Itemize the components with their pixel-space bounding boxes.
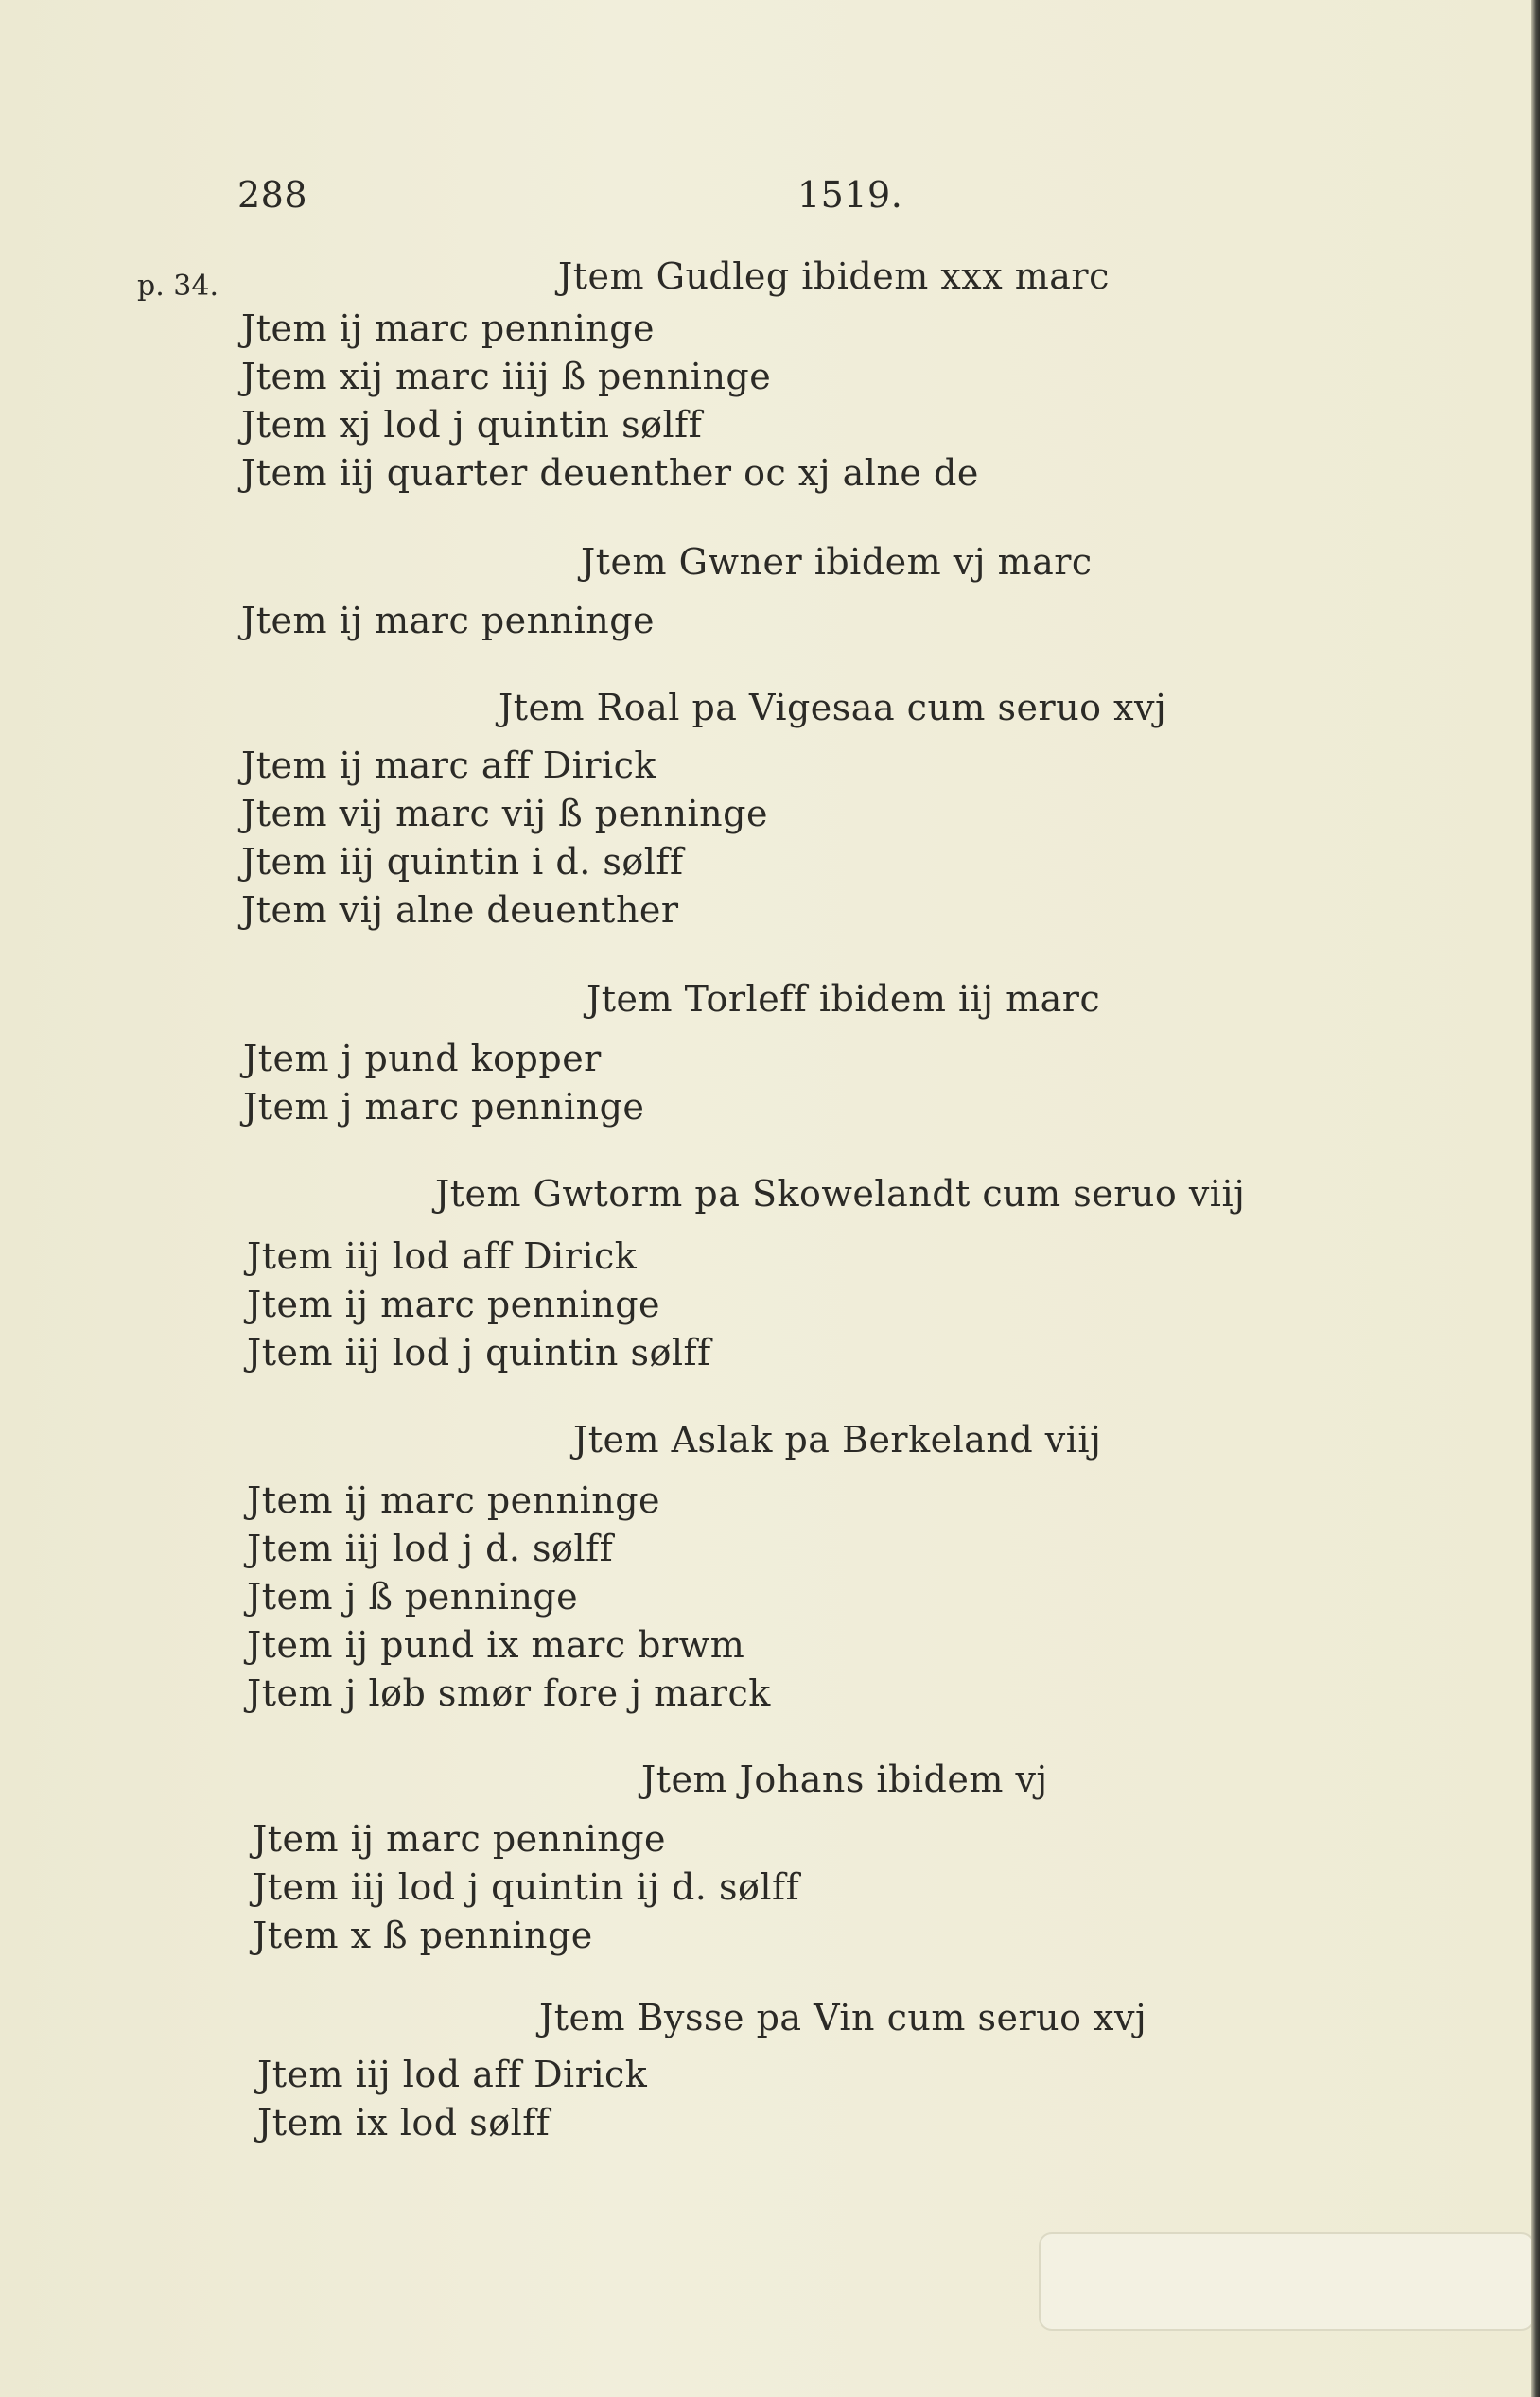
margin-page-reference: p. 34. bbox=[137, 270, 219, 303]
entry-line: Jtem ij marc penninge bbox=[247, 1284, 661, 1325]
entry-line: Jtem ij marc penninge bbox=[241, 307, 656, 349]
entry-line: Jtem iij lod aff Dirick bbox=[247, 1235, 638, 1277]
entry-line: Jtem ij pund ix marc brwm bbox=[247, 1624, 745, 1666]
entry-line: Jtem j løb smør fore j marck bbox=[247, 1672, 771, 1714]
entry-line: Jtem xij marc iiij ß penninge bbox=[241, 356, 772, 397]
page-edge-shadow bbox=[1531, 0, 1540, 2397]
entry-heading: Jtem Aslak pa Berkeland viij bbox=[573, 1419, 1102, 1461]
entry-line: Jtem iij lod j d. sølff bbox=[247, 1528, 614, 1569]
entry-line: Jtem j marc penninge bbox=[243, 1086, 645, 1128]
entry-heading: Jtem Torleff ibidem iij marc bbox=[586, 978, 1101, 1020]
entry-line: Jtem ix lod sølff bbox=[257, 2102, 551, 2143]
entry-line: Jtem x ß penninge bbox=[253, 1915, 593, 1956]
entry-line: Jtem iij lod j quintin sølff bbox=[247, 1332, 711, 1373]
entry-heading: Jtem Bysse pa Vin cum seruo xvj bbox=[539, 1997, 1147, 2038]
blank-stamp-area bbox=[1039, 2232, 1534, 2331]
entry-line: Jtem ij marc penninge bbox=[247, 1479, 661, 1521]
entry-line: Jtem vij alne deuenther bbox=[241, 889, 679, 931]
entry-heading: Jtem Johans ibidem vj bbox=[641, 1758, 1048, 1800]
entry-line: Jtem iij quintin i d. sølff bbox=[241, 841, 684, 883]
entry-line: Jtem ij marc penninge bbox=[253, 1818, 667, 1860]
page-number: 288 bbox=[237, 174, 308, 216]
entry-line: Jtem ij marc penninge bbox=[241, 600, 656, 641]
entry-line: Jtem j ß penninge bbox=[247, 1576, 579, 1618]
entry-heading: Jtem Gwner ibidem vj marc bbox=[581, 541, 1093, 583]
entry-line: Jtem iij lod j quintin ij d. sølff bbox=[253, 1866, 800, 1908]
entry-line: Jtem xj lod j quintin sølff bbox=[241, 404, 703, 446]
entry-line: Jtem iij lod aff Dirick bbox=[257, 2054, 648, 2095]
entry-heading: Jtem Gwtorm pa Skowelandt cum seruo viij bbox=[435, 1173, 1246, 1215]
entry-line: Jtem vij marc vij ß penninge bbox=[241, 793, 768, 834]
entry-heading: Jtem Gudleg ibidem xxx marc bbox=[558, 255, 1110, 297]
page-year: 1519. bbox=[797, 174, 903, 216]
entry-line: Jtem j pund kopper bbox=[243, 1038, 602, 1079]
entry-line: Jtem iij quarter deuenther oc xj alne de bbox=[241, 452, 979, 494]
entry-line: Jtem ij marc aff Dirick bbox=[241, 744, 656, 786]
entry-heading: Jtem Roal pa Vigesaa cum seruo xvj bbox=[499, 687, 1167, 728]
